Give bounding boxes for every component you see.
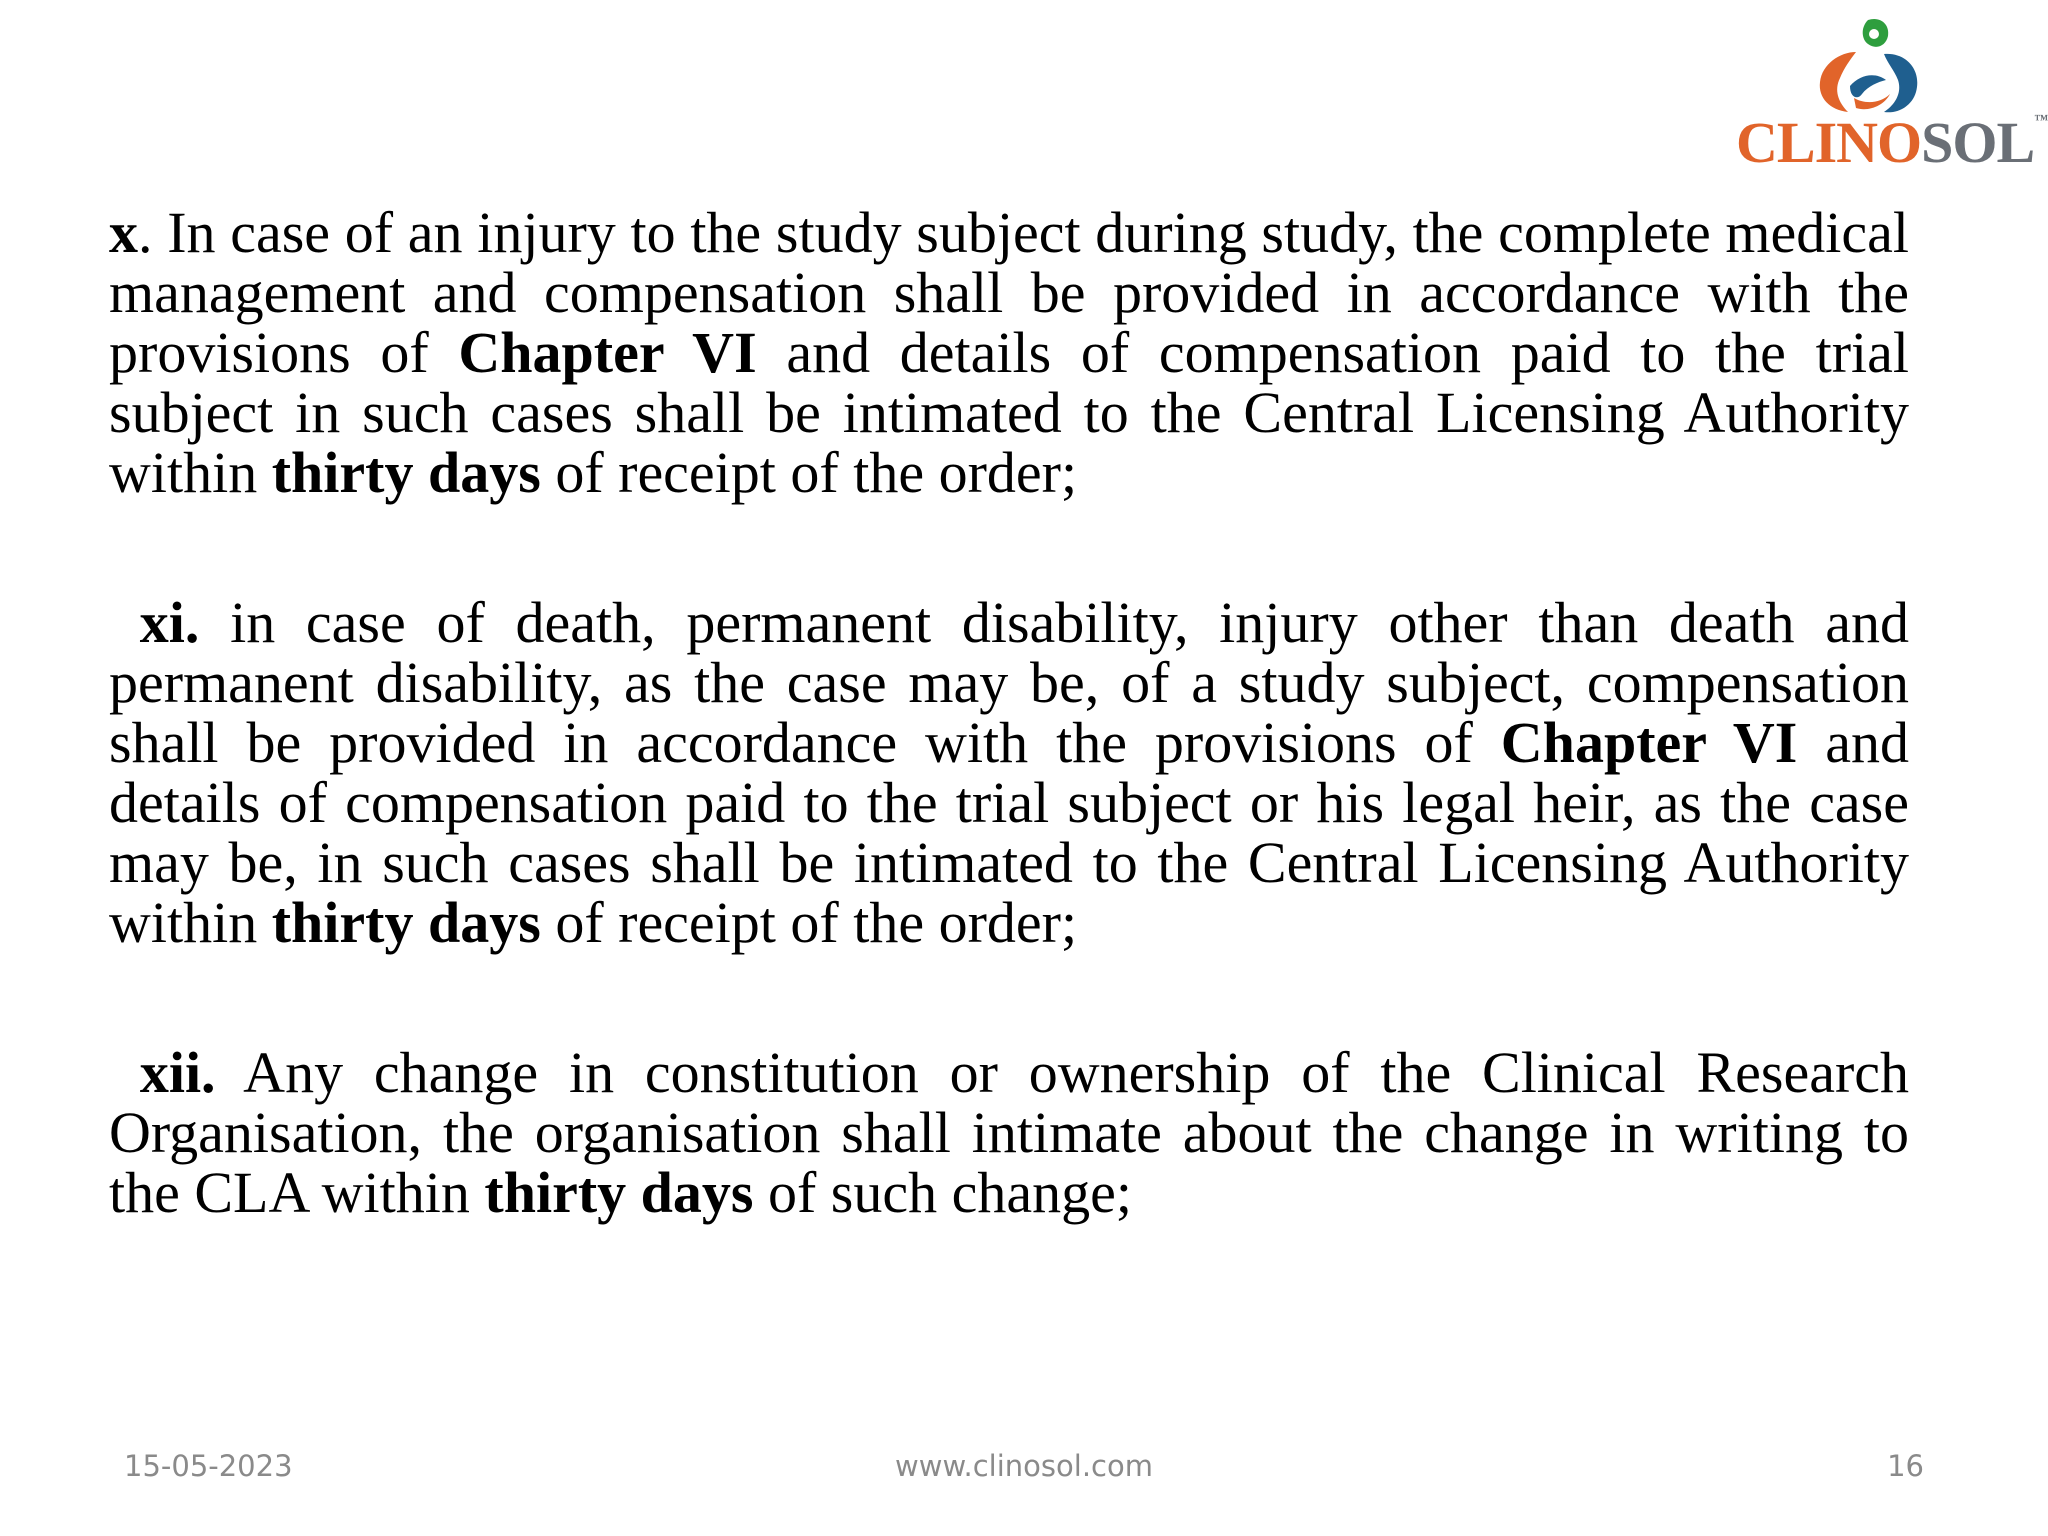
clinosol-logo-icon [1810,14,1930,118]
paragraph-xi [109,590,1910,955]
paragraph-text: in case of death, permanent disability, injury other than death and permanent disability, as the case may be, of a study subject, compensation shall be provided in accordance with the provisions of [109,590,1910,775]
paragraph-bold-text: thirty days [271,890,541,955]
paragraph-text: of receipt of the order; [540,440,1078,505]
paragraph-bold-text: Chapter VI [458,320,757,385]
footer-page-number: 16 [1887,1449,1924,1483]
paragraph-bold-text: thirty days [271,440,541,505]
paragraph-text: of receipt of the order; [540,890,1078,955]
paragraph-marker: x [109,200,138,265]
paragraph-text: Any change in constitution or ownership of the Clinical Research Organisation, the organisation shall intimate about the change in writing to the CLA within [109,1040,1910,1225]
logo-trademark: ™ [2034,113,2048,128]
paragraph-x [109,200,1910,505]
logo-text-sol: SOL [1921,110,2035,175]
logo-wordmark [1736,110,2048,175]
paragraph-marker: xi. [139,590,200,655]
paragraph-text: . In case of an injury to the study subject during study, the complete medical management and compensation shall be provided in accordance with the provisions of [109,200,1909,385]
paragraph-text: of such change; [753,1160,1132,1225]
slide-body [109,200,1910,1313]
paragraph-text: and details of compensation paid to the trial subject or his legal heir, as the case may be, in such cases shall be intimated to the Central Licensing Authority within [109,710,1909,955]
footer-date: 15-05-2023 [124,1449,293,1483]
paragraph-marker: xii. [139,1040,216,1105]
clinosol-logo [1730,12,2048,175]
paragraph-xii [109,1040,1910,1225]
footer-url: www.clinosol.com [895,1449,1153,1483]
paragraph-text: and details of compensation paid to the trial subject in such cases shall be intimated to the Central Licensing Authority within [109,320,1910,505]
paragraph-bold-text: Chapter VI [1500,710,1798,775]
paragraph-bold-text: thirty days [484,1160,754,1225]
logo-text-clino: CLINO [1736,110,1922,175]
